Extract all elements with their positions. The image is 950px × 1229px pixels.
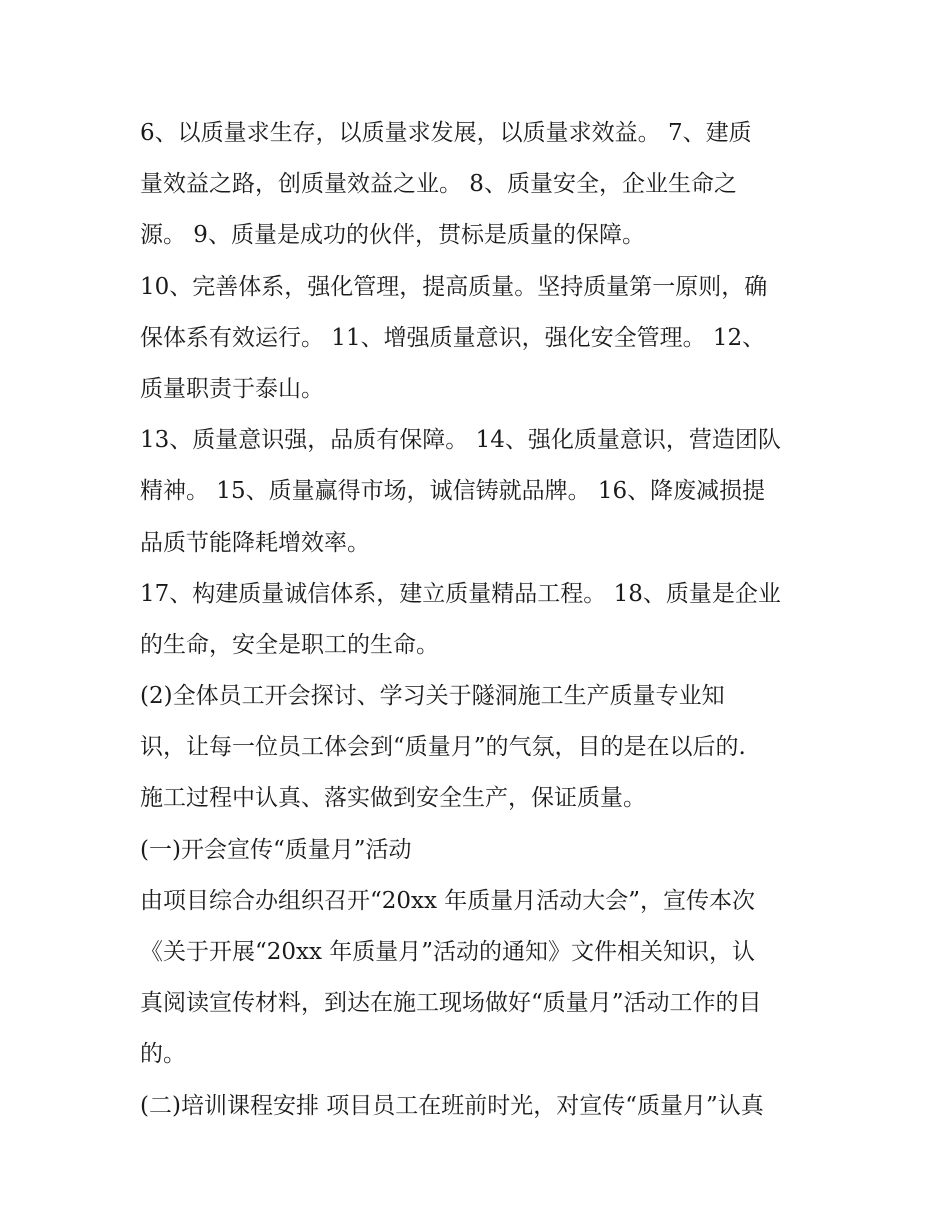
document-body bbox=[140, 108, 820, 1132]
text-line: 《关于开展“20xx 年质量月”活动的通知》文件相关知识，认 bbox=[140, 939, 756, 965]
text-line: 10、完善体系，强化管理，提高质量。坚持质量第一原则，确 bbox=[140, 273, 768, 300]
text-line: 量效益之路，创质量效益之业。 8、质量安全，企业生命之 bbox=[140, 171, 737, 198]
text-line: 保体系有效运行。 11、增强质量意识，强化安全管理。 12、 bbox=[140, 324, 766, 351]
text-line: (一)开会宣传“质量月”活动 bbox=[140, 836, 412, 863]
text-line: 精神。 15、质量赢得市场，诚信铸就品牌。 16、降废减损提 bbox=[140, 478, 766, 505]
text-line: 6、以质量求生存，以质量求发展，以质量求效益。 7、建质 bbox=[140, 120, 752, 146]
text-line: 13、质量意识强，品质有保障。 14、强化质量意识，营造团队 bbox=[140, 427, 781, 454]
text-line: 的生命，安全是职工的生命。 bbox=[140, 631, 439, 658]
text-line: 的。 bbox=[140, 1041, 186, 1068]
text-line: 17、构建质量诚信体系，建立质量精品工程。 18、质量是企业 bbox=[140, 580, 781, 607]
text-line: 品质节能降耗增效率。 bbox=[140, 529, 370, 556]
text-line: 施工过程中认真、落实做到安全生产，保证质量。 bbox=[140, 785, 646, 812]
text-line: 质量职责于泰山。 bbox=[140, 375, 324, 402]
text-line: (2)全体员工开会探讨、学习关于隧洞施工生产质量专业知 bbox=[140, 683, 725, 710]
text-line: 由项目综合办组织召开“20xx 年质量月活动大会”，宣传本次 bbox=[140, 887, 756, 914]
text-line: 真阅读宣传材料，到达在施工现场做好“质量月”活动工作的目 bbox=[140, 990, 762, 1017]
text-line: 源。 9、质量是成功的伙伴，贯标是质量的保障。 bbox=[140, 222, 645, 249]
text-line: 识，让每一位员工体会到“质量月”的气氛，目的是在以后的. bbox=[140, 734, 746, 761]
text-line: (二)培训课程安排 项目员工在班前时光，对宣传“质量月”认真 bbox=[140, 1092, 764, 1119]
